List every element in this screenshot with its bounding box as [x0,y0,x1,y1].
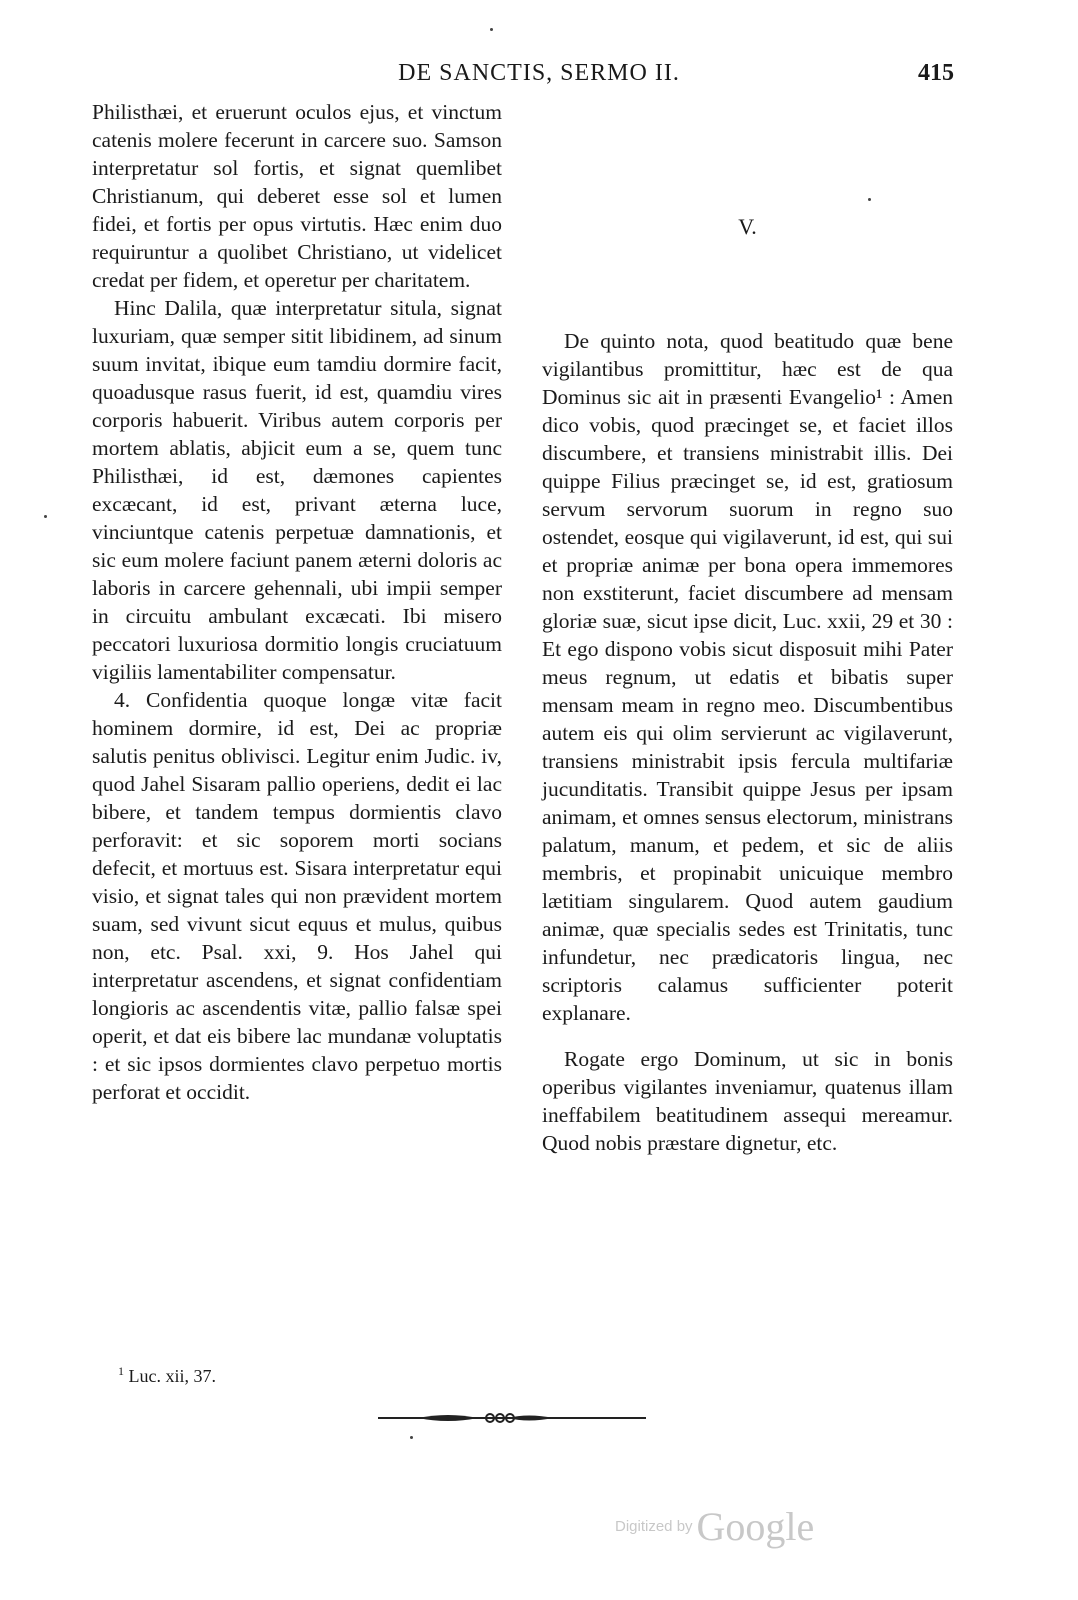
running-header [0,58,1078,92]
watermark-logo: Google [696,1504,815,1549]
watermark-small: Digitized by [615,1518,693,1535]
left-column [92,98,502,1106]
footnote [118,1364,216,1387]
ornament-divider-icon [378,1408,646,1428]
page-number: 415 [918,60,954,86]
running-title: DE SANCTIS, SERMO II. [398,60,680,86]
paragraph: De quinto nota, quod beatitudo quæ bene vigilantibus promittitur, hæc est de qua Dominus sic ait in præsenti Evangelio¹ : Amen dico vobis, quod præcinget se, et faciet illos discumbere, et transiens ministrabit illis. Dei quippe Filius præcinget se, id est, gratiosum servum servorum suorum in regno suo ostendet, eosque qui vigilaverunt, id est, qui sui et propriæ animæ per bona opera immemores non exstiterunt, faciet discumbere ad mensam gloriæ suæ, sicut ipse dicit, Luc. xxii, 29 et 30 : Et ego dispono vobis sicut disposuit mihi Pater meus regnum, ut edatis et bibatis super mensam meam in regno meo. Discumbentibus autem eis qui olim servierunt ac vigilaverunt, transiens ministrabit ipsis fercula multifariæ jucunditatis. Transibit quippe Jesus per ipsam animam, et omnes sensus electorum, ministrans palatum, manum, et pedem, et sic de aliis membris, et propinabit unicuique membro lætitiam singularem. Quod autem gaudium animæ, quæ specialis sedes est Trinitatis, tunc infundetur, nec prædicatoris lingua, nec scriptoris calamus sufficienter poterit explanare. [542,329,953,1025]
paragraph: Philisthæi, et eruerunt oculos ejus, et vinctum catenis molere fecerunt in carcere suo. Samson interpretatur sol fortis, et signat quemlibet Christianum, qui deberet esse sol et lumen fidei, et fortis per opus virtutis. Hæc enim duo requiruntur a quolibet Christiano, ut videlicet credat per fidem, et operetur per charitatem. [92,100,502,292]
right-column [542,327,953,1157]
paragraph: 4. Confidentia quoque longæ vitæ facit hominem dormire, id est, Dei ac propriæ salutis penitus oblivisci. Legitur enim Judic. iv, quod Jahel Sisaram pallio operiens, dedit ei lac bibere, et tandem tempus dormientis clavo perforavit: et sic soporem morti socians defecit, et mortuus est. Sisara interpretatur equi visio, et signat tales qui non prævident mortem suam, sed vivunt sicut equus et mulus, quibus non, etc. Psal. xxi, 9. Hos Jahel qui interpretatur ascendens, et signat confidentiam longioris ac ascendentis vitæ, pallio falsæ spei operit, et dat eis bibere lac mundanæ voluptatis : et sic ipsos dormientes clavo perpetuo mortis perforat et occidit. [92,688,502,1104]
speck [490,28,493,31]
speck [868,198,871,201]
paragraph: Hinc Dalila, quæ interpretatur situla, signat luxuriam, quæ semper sitit libidinem, ad sinum suum invitat, ibique eum tamdiu dormire facit, quoadusque rasus fuerit, id est, quamdiu vires corporis habuerit. Viribus autem corporis per mortem ablatis, abjicit eum a se, quem tunc Philisthæi, id est, dæmones capientes excæcant, id est, privant æterna luce, vinciuntque catenis perpetuæ damnationis, et sic eum molere faciunt panem æterni doloris ac laboris in carcere gehennali, ubi impii semper in circuitu ambulant excæcati. Ibi misero peccatori luxuriosa dormitio longis cruciatuum vigiliis lamentabiliter compensatur. [92,296,502,684]
speck [410,1436,413,1439]
digitized-watermark [615,1503,814,1550]
paragraph: Rogate ergo Dominum, ut sic in bonis operibus vigilantes inveniamur, quatenus illam ineffabilem beatitudinem assequi mereamur. Quod nobis præstare dignetur, etc. [542,1047,953,1155]
speck [44,515,47,518]
footnote-text: Luc. xii, 37. [128,1366,216,1386]
section-numeral: V. [738,214,757,239]
footnote-mark: 1 [118,1364,124,1378]
